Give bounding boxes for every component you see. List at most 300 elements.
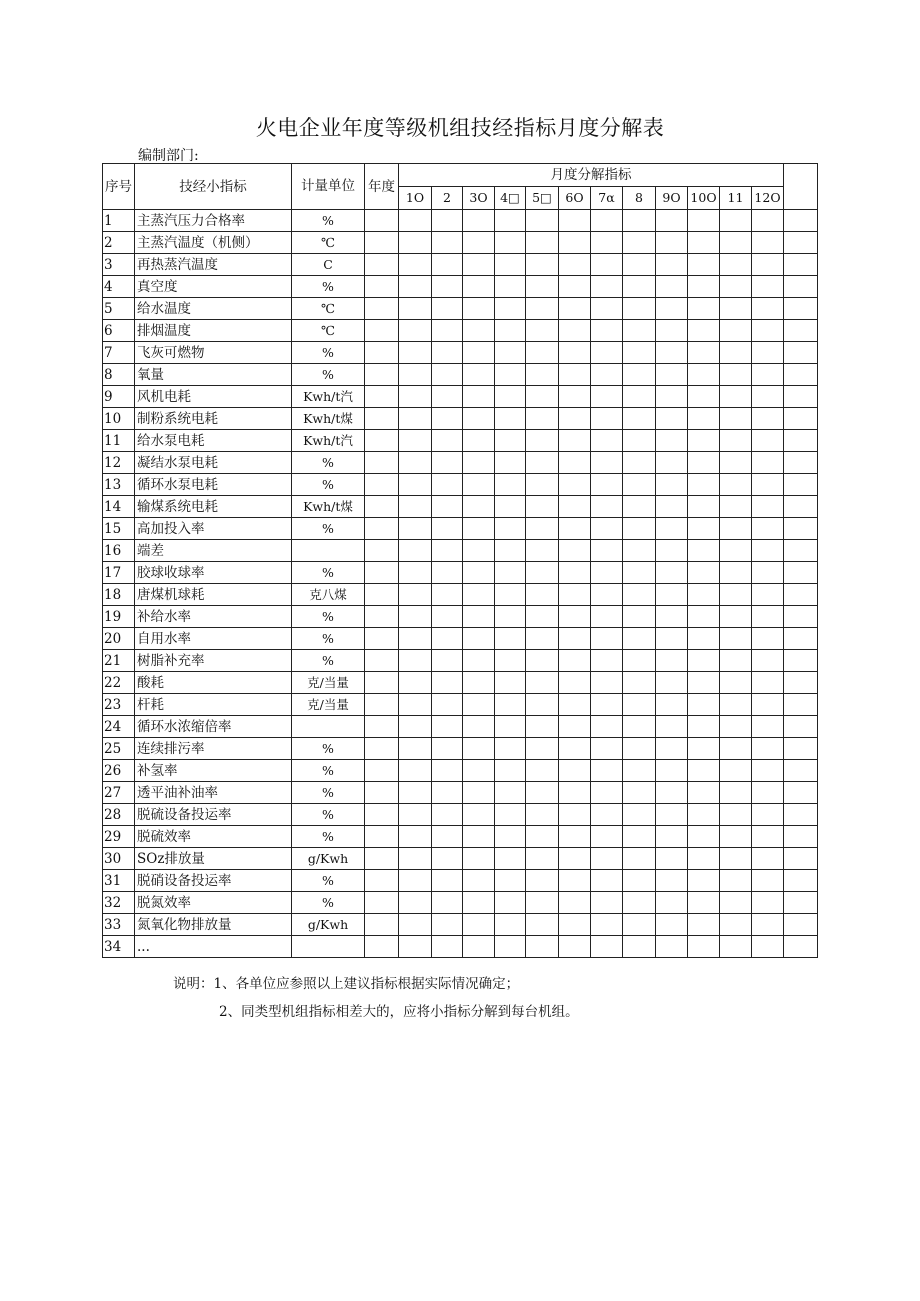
month-value-cell bbox=[526, 254, 559, 276]
month-value-cell bbox=[623, 738, 656, 760]
month-value-cell bbox=[432, 210, 463, 232]
month-value-cell bbox=[399, 628, 432, 650]
month-value-cell bbox=[591, 892, 623, 914]
month-value-cell bbox=[463, 298, 495, 320]
month-value-cell bbox=[591, 628, 623, 650]
table-row bbox=[103, 584, 818, 606]
row-number: 10 bbox=[103, 408, 135, 430]
month-value-cell bbox=[399, 738, 432, 760]
month-value-cell bbox=[526, 650, 559, 672]
month-value-cell bbox=[399, 848, 432, 870]
month-value-cell bbox=[623, 826, 656, 848]
month-value-cell bbox=[495, 540, 526, 562]
month-value-cell bbox=[752, 672, 784, 694]
month-value-cell bbox=[526, 342, 559, 364]
month-value-cell bbox=[559, 386, 591, 408]
month-value-cell bbox=[526, 936, 559, 958]
extra-cell bbox=[784, 672, 818, 694]
header-monthly: 月度分解指标 bbox=[399, 164, 784, 187]
month-value-cell bbox=[526, 606, 559, 628]
month-value-cell bbox=[623, 892, 656, 914]
extra-cell bbox=[784, 232, 818, 254]
month-value-cell bbox=[752, 562, 784, 584]
indicator-name: 酸耗 bbox=[135, 672, 292, 694]
extra-cell bbox=[784, 540, 818, 562]
month-value-cell bbox=[591, 804, 623, 826]
year-value-cell bbox=[365, 474, 399, 496]
month-value-cell bbox=[591, 870, 623, 892]
month-value-cell bbox=[495, 386, 526, 408]
month-value-cell bbox=[623, 210, 656, 232]
month-value-cell bbox=[432, 364, 463, 386]
row-number: 23 bbox=[103, 694, 135, 716]
month-value-cell bbox=[559, 298, 591, 320]
row-number: 3 bbox=[103, 254, 135, 276]
month-value-cell bbox=[623, 760, 656, 782]
indicator-name: 排烟温度 bbox=[135, 320, 292, 342]
extra-cell bbox=[784, 210, 818, 232]
month-value-cell bbox=[399, 936, 432, 958]
month-value-cell bbox=[432, 760, 463, 782]
indicator-name: 氮氧化物排放量 bbox=[135, 914, 292, 936]
table-row bbox=[103, 254, 818, 276]
month-value-cell bbox=[591, 606, 623, 628]
month-value-cell bbox=[752, 716, 784, 738]
month-value-cell bbox=[526, 540, 559, 562]
month-value-cell bbox=[559, 694, 591, 716]
month-value-cell bbox=[432, 540, 463, 562]
month-value-cell bbox=[399, 540, 432, 562]
month-value-cell bbox=[688, 606, 720, 628]
month-value-cell bbox=[463, 914, 495, 936]
month-value-cell bbox=[526, 452, 559, 474]
table-row bbox=[103, 848, 818, 870]
year-value-cell bbox=[365, 716, 399, 738]
extra-cell bbox=[784, 364, 818, 386]
table-row bbox=[103, 892, 818, 914]
month-value-cell bbox=[495, 826, 526, 848]
month-value-cell bbox=[656, 628, 688, 650]
month-value-cell bbox=[656, 738, 688, 760]
month-value-cell bbox=[656, 254, 688, 276]
month-value-cell bbox=[656, 518, 688, 540]
month-value-cell bbox=[656, 232, 688, 254]
month-value-cell bbox=[495, 738, 526, 760]
month-value-cell bbox=[463, 430, 495, 452]
month-value-cell bbox=[591, 562, 623, 584]
month-value-cell bbox=[495, 584, 526, 606]
month-value-cell bbox=[559, 364, 591, 386]
row-number: 11 bbox=[103, 430, 135, 452]
month-value-cell bbox=[688, 650, 720, 672]
table-row bbox=[103, 628, 818, 650]
unit-cell: % bbox=[292, 606, 365, 628]
row-number: 8 bbox=[103, 364, 135, 386]
month-value-cell bbox=[432, 606, 463, 628]
month-value-cell bbox=[720, 804, 752, 826]
table-row bbox=[103, 232, 818, 254]
month-value-cell bbox=[591, 474, 623, 496]
month-value-cell bbox=[399, 804, 432, 826]
extra-cell bbox=[784, 892, 818, 914]
month-value-cell bbox=[623, 474, 656, 496]
month-value-cell bbox=[463, 870, 495, 892]
month-value-cell bbox=[432, 716, 463, 738]
month-value-cell bbox=[526, 738, 559, 760]
month-value-cell bbox=[623, 232, 656, 254]
month-value-cell bbox=[399, 606, 432, 628]
month-value-cell bbox=[720, 606, 752, 628]
table-row bbox=[103, 606, 818, 628]
month-value-cell bbox=[720, 342, 752, 364]
year-value-cell bbox=[365, 210, 399, 232]
month-value-cell bbox=[688, 826, 720, 848]
month-value-cell bbox=[559, 276, 591, 298]
month-value-cell bbox=[752, 474, 784, 496]
month-value-cell bbox=[623, 672, 656, 694]
month-value-cell bbox=[399, 892, 432, 914]
unit-cell: g/Kwh bbox=[292, 914, 365, 936]
month-value-cell bbox=[463, 716, 495, 738]
row-number: 24 bbox=[103, 716, 135, 738]
extra-cell bbox=[784, 826, 818, 848]
month-value-cell bbox=[559, 782, 591, 804]
month-value-cell bbox=[688, 474, 720, 496]
row-number: 26 bbox=[103, 760, 135, 782]
month-value-cell bbox=[591, 408, 623, 430]
month-value-cell bbox=[399, 496, 432, 518]
table-row bbox=[103, 342, 818, 364]
header-month-11: 11 bbox=[720, 187, 752, 210]
month-value-cell bbox=[688, 914, 720, 936]
year-value-cell bbox=[365, 496, 399, 518]
unit-cell bbox=[292, 936, 365, 958]
year-value-cell bbox=[365, 298, 399, 320]
month-value-cell bbox=[526, 826, 559, 848]
month-value-cell bbox=[559, 430, 591, 452]
extra-cell bbox=[784, 738, 818, 760]
indicator-name: SOz排放量 bbox=[135, 848, 292, 870]
row-number: 30 bbox=[103, 848, 135, 870]
unit-cell: C bbox=[292, 254, 365, 276]
year-value-cell bbox=[365, 826, 399, 848]
month-value-cell bbox=[399, 914, 432, 936]
month-value-cell bbox=[623, 936, 656, 958]
month-value-cell bbox=[591, 386, 623, 408]
month-value-cell bbox=[688, 408, 720, 430]
month-value-cell bbox=[526, 716, 559, 738]
unit-cell: % bbox=[292, 364, 365, 386]
year-value-cell bbox=[365, 804, 399, 826]
month-value-cell bbox=[752, 320, 784, 342]
month-value-cell bbox=[752, 518, 784, 540]
month-value-cell bbox=[495, 474, 526, 496]
indicator-name: 凝结水泵电耗 bbox=[135, 452, 292, 474]
year-value-cell bbox=[365, 408, 399, 430]
month-value-cell bbox=[591, 210, 623, 232]
indicator-name: 补给水率 bbox=[135, 606, 292, 628]
month-value-cell bbox=[432, 298, 463, 320]
month-value-cell bbox=[495, 408, 526, 430]
table-row bbox=[103, 320, 818, 342]
month-value-cell bbox=[559, 232, 591, 254]
indicator-name: 飞灰可燃物 bbox=[135, 342, 292, 364]
month-value-cell bbox=[688, 496, 720, 518]
month-value-cell bbox=[432, 320, 463, 342]
month-value-cell bbox=[720, 694, 752, 716]
extra-cell bbox=[784, 716, 818, 738]
month-value-cell bbox=[688, 540, 720, 562]
month-value-cell bbox=[495, 298, 526, 320]
month-value-cell bbox=[495, 848, 526, 870]
month-value-cell bbox=[656, 276, 688, 298]
year-value-cell bbox=[365, 540, 399, 562]
month-value-cell bbox=[463, 210, 495, 232]
month-value-cell bbox=[623, 870, 656, 892]
month-value-cell bbox=[432, 518, 463, 540]
month-value-cell bbox=[399, 430, 432, 452]
table-row bbox=[103, 496, 818, 518]
extra-cell bbox=[784, 342, 818, 364]
month-value-cell bbox=[623, 848, 656, 870]
indicator-name: 透平油补油率 bbox=[135, 782, 292, 804]
month-value-cell bbox=[495, 518, 526, 540]
row-number: 16 bbox=[103, 540, 135, 562]
unit-cell: % bbox=[292, 650, 365, 672]
year-value-cell bbox=[365, 606, 399, 628]
month-value-cell bbox=[559, 606, 591, 628]
month-value-cell bbox=[463, 540, 495, 562]
month-value-cell bbox=[623, 716, 656, 738]
month-value-cell bbox=[688, 936, 720, 958]
unit-cell: % bbox=[292, 276, 365, 298]
month-value-cell bbox=[559, 826, 591, 848]
unit-cell: g/Kwh bbox=[292, 848, 365, 870]
month-value-cell bbox=[720, 760, 752, 782]
indicator-name: 脱硫效率 bbox=[135, 826, 292, 848]
month-value-cell bbox=[432, 672, 463, 694]
month-value-cell bbox=[559, 804, 591, 826]
month-value-cell bbox=[495, 936, 526, 958]
month-value-cell bbox=[591, 298, 623, 320]
month-value-cell bbox=[591, 914, 623, 936]
month-value-cell bbox=[559, 342, 591, 364]
month-value-cell bbox=[463, 320, 495, 342]
month-value-cell bbox=[688, 562, 720, 584]
table-row bbox=[103, 738, 818, 760]
month-value-cell bbox=[720, 782, 752, 804]
unit-cell: % bbox=[292, 870, 365, 892]
indicator-name: 端差 bbox=[135, 540, 292, 562]
month-value-cell bbox=[688, 452, 720, 474]
unit-cell: % bbox=[292, 804, 365, 826]
year-value-cell bbox=[365, 276, 399, 298]
extra-cell bbox=[784, 628, 818, 650]
month-value-cell bbox=[399, 518, 432, 540]
month-value-cell bbox=[752, 914, 784, 936]
month-value-cell bbox=[432, 584, 463, 606]
unit-cell: % bbox=[292, 562, 365, 584]
month-value-cell bbox=[399, 870, 432, 892]
header-month-1: 1O bbox=[399, 187, 432, 210]
month-value-cell bbox=[432, 782, 463, 804]
month-value-cell bbox=[432, 562, 463, 584]
month-value-cell bbox=[526, 914, 559, 936]
month-value-cell bbox=[623, 452, 656, 474]
month-value-cell bbox=[399, 672, 432, 694]
month-value-cell bbox=[752, 584, 784, 606]
month-value-cell bbox=[463, 386, 495, 408]
month-value-cell bbox=[495, 914, 526, 936]
month-value-cell bbox=[688, 254, 720, 276]
extra-cell bbox=[784, 298, 818, 320]
month-value-cell bbox=[526, 518, 559, 540]
month-value-cell bbox=[752, 628, 784, 650]
month-value-cell bbox=[623, 694, 656, 716]
extra-cell bbox=[784, 584, 818, 606]
month-value-cell bbox=[526, 628, 559, 650]
month-value-cell bbox=[688, 782, 720, 804]
indicator-name: 主蒸汽温度（机侧） bbox=[135, 232, 292, 254]
month-value-cell bbox=[720, 232, 752, 254]
header-seq: 序号 bbox=[103, 164, 135, 210]
month-value-cell bbox=[559, 848, 591, 870]
month-value-cell bbox=[656, 496, 688, 518]
month-value-cell bbox=[399, 342, 432, 364]
month-value-cell bbox=[752, 232, 784, 254]
extra-cell bbox=[784, 254, 818, 276]
month-value-cell bbox=[463, 606, 495, 628]
header-month-4: 4□ bbox=[495, 187, 526, 210]
month-value-cell bbox=[623, 364, 656, 386]
month-value-cell bbox=[752, 694, 784, 716]
indicator-name: ... bbox=[135, 936, 292, 958]
month-value-cell bbox=[752, 540, 784, 562]
month-value-cell bbox=[432, 232, 463, 254]
year-value-cell bbox=[365, 342, 399, 364]
indicator-name: 循环水浓缩倍率 bbox=[135, 716, 292, 738]
indicator-name: 树脂补充率 bbox=[135, 650, 292, 672]
month-value-cell bbox=[559, 518, 591, 540]
month-value-cell bbox=[463, 276, 495, 298]
month-value-cell bbox=[463, 672, 495, 694]
month-value-cell bbox=[432, 870, 463, 892]
year-value-cell bbox=[365, 628, 399, 650]
month-value-cell bbox=[463, 650, 495, 672]
unit-cell: Kwh/t汽 bbox=[292, 386, 365, 408]
month-value-cell bbox=[720, 540, 752, 562]
extra-cell bbox=[784, 320, 818, 342]
month-value-cell bbox=[688, 430, 720, 452]
unit-cell: % bbox=[292, 210, 365, 232]
indicator-name: 主蒸汽压力合格率 bbox=[135, 210, 292, 232]
table-row bbox=[103, 562, 818, 584]
header-unit-label: 计量单位 bbox=[301, 178, 355, 194]
month-value-cell bbox=[720, 870, 752, 892]
month-value-cell bbox=[559, 408, 591, 430]
month-value-cell bbox=[752, 210, 784, 232]
month-value-cell bbox=[432, 892, 463, 914]
unit-cell: % bbox=[292, 892, 365, 914]
header-month-7: 7α bbox=[591, 187, 623, 210]
unit-cell: % bbox=[292, 782, 365, 804]
month-value-cell bbox=[656, 848, 688, 870]
header-month-10: 10O bbox=[688, 187, 720, 210]
month-value-cell bbox=[752, 870, 784, 892]
month-value-cell bbox=[656, 826, 688, 848]
month-value-cell bbox=[656, 914, 688, 936]
row-number: 27 bbox=[103, 782, 135, 804]
month-value-cell bbox=[526, 474, 559, 496]
indicator-name: 胶球收球率 bbox=[135, 562, 292, 584]
header-month-2: 2 bbox=[432, 187, 463, 210]
month-value-cell bbox=[463, 342, 495, 364]
month-value-cell bbox=[399, 386, 432, 408]
year-value-cell bbox=[365, 254, 399, 276]
month-value-cell bbox=[432, 694, 463, 716]
month-value-cell bbox=[752, 650, 784, 672]
month-value-cell bbox=[432, 430, 463, 452]
month-value-cell bbox=[623, 562, 656, 584]
indicator-name: 脱硝设备投运率 bbox=[135, 870, 292, 892]
extra-cell bbox=[784, 276, 818, 298]
month-value-cell bbox=[432, 738, 463, 760]
month-value-cell bbox=[720, 276, 752, 298]
unit-cell: 克/当量 bbox=[292, 694, 365, 716]
month-value-cell bbox=[720, 430, 752, 452]
row-number: 18 bbox=[103, 584, 135, 606]
month-value-cell bbox=[559, 452, 591, 474]
month-value-cell bbox=[591, 826, 623, 848]
indicator-name: 脱硫设备投运率 bbox=[135, 804, 292, 826]
month-value-cell bbox=[463, 408, 495, 430]
year-value-cell bbox=[365, 232, 399, 254]
month-value-cell bbox=[463, 232, 495, 254]
month-value-cell bbox=[720, 936, 752, 958]
month-value-cell bbox=[656, 716, 688, 738]
month-value-cell bbox=[656, 210, 688, 232]
month-value-cell bbox=[688, 804, 720, 826]
month-value-cell bbox=[752, 276, 784, 298]
month-value-cell bbox=[623, 342, 656, 364]
month-value-cell bbox=[495, 276, 526, 298]
row-number: 25 bbox=[103, 738, 135, 760]
indicator-name: 杆耗 bbox=[135, 694, 292, 716]
year-value-cell bbox=[365, 672, 399, 694]
month-value-cell bbox=[399, 694, 432, 716]
month-value-cell bbox=[559, 584, 591, 606]
unit-cell: % bbox=[292, 342, 365, 364]
table-row bbox=[103, 408, 818, 430]
month-value-cell bbox=[526, 870, 559, 892]
month-value-cell bbox=[720, 518, 752, 540]
month-value-cell bbox=[399, 650, 432, 672]
month-value-cell bbox=[559, 254, 591, 276]
month-value-cell bbox=[623, 518, 656, 540]
month-value-cell bbox=[656, 452, 688, 474]
table-row bbox=[103, 914, 818, 936]
header-blank bbox=[784, 164, 818, 210]
month-value-cell bbox=[752, 782, 784, 804]
month-value-cell bbox=[526, 320, 559, 342]
month-value-cell bbox=[526, 210, 559, 232]
month-value-cell bbox=[495, 232, 526, 254]
month-value-cell bbox=[656, 408, 688, 430]
year-value-cell bbox=[365, 738, 399, 760]
table-row bbox=[103, 936, 818, 958]
month-value-cell bbox=[495, 782, 526, 804]
year-value-cell bbox=[365, 892, 399, 914]
